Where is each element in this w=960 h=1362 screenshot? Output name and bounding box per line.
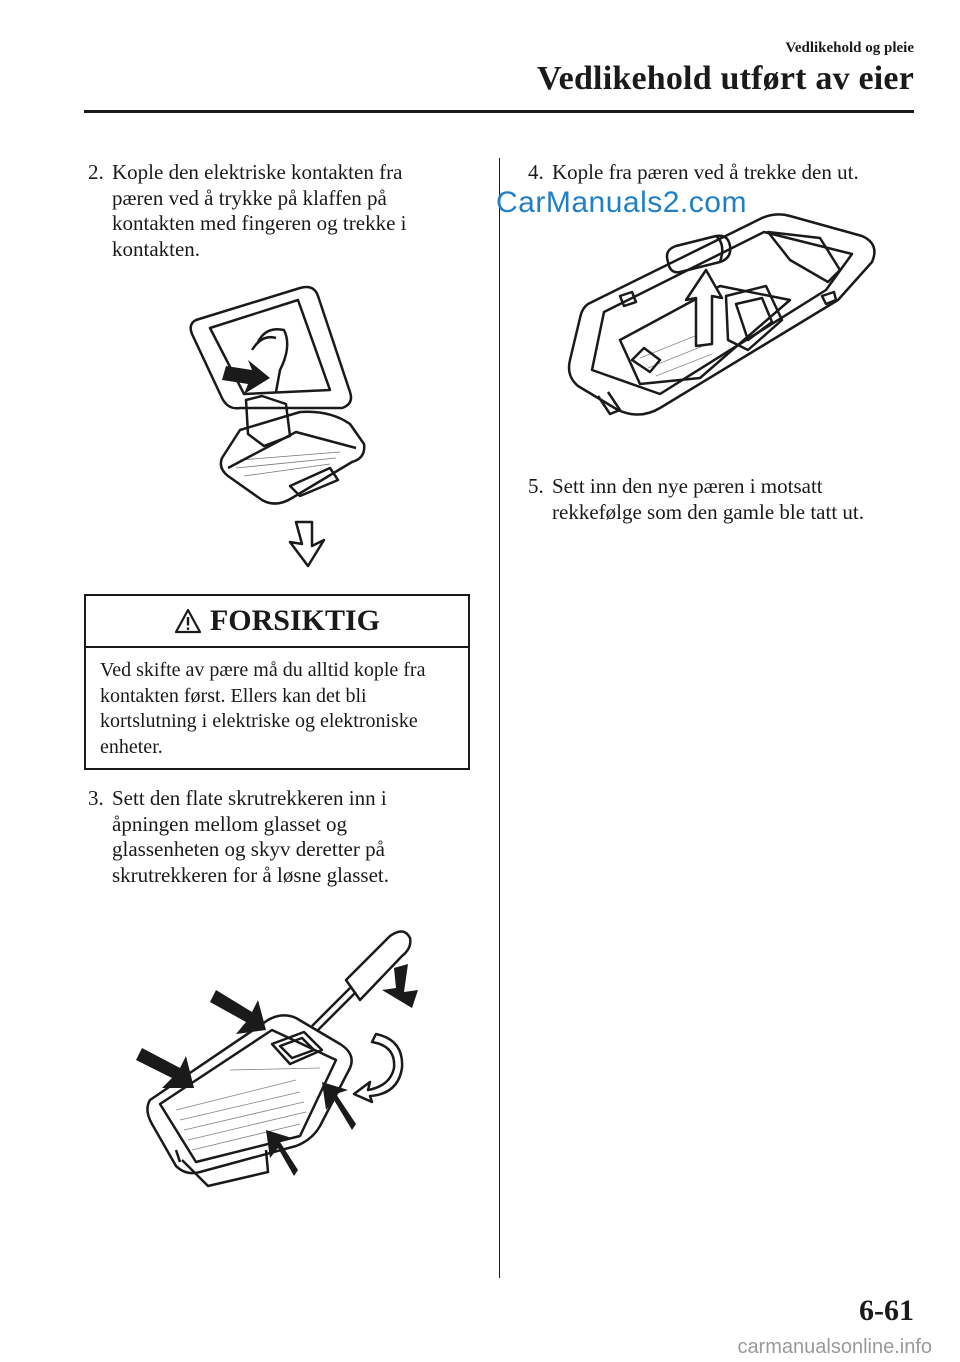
step-number: 5. <box>528 474 544 498</box>
step-text: Kople den elektriske kontakten fra pæren ved å trykke på klaffen på kontakten med fingeren og trekke i kontakten. <box>112 160 407 261</box>
caution-title: FORSIKTIG <box>209 604 381 637</box>
watermark-carmanualsonline: carmanualsonline.info <box>737 1336 932 1358</box>
warning-triangle-icon <box>174 608 202 634</box>
chapter-title: Vedlikehold utført av eier <box>537 60 914 97</box>
step-text: Kople fra pæren ved å trekke den ut. <box>552 160 859 184</box>
step-text: Sett inn den nye pæren i motsatt rekkefølge som den gamle ble tatt ut. <box>552 474 864 524</box>
step-number: 2. <box>88 160 104 184</box>
section-label: Vedlikehold og pleie <box>785 40 914 56</box>
step-2 <box>88 160 448 262</box>
caution-text: Ved skifte av pære må du alltid kople fra kontakten først. Ellers kan det bli kortslutning i elektriske og elektroniske enheter. <box>100 659 426 758</box>
step-4 <box>528 160 908 186</box>
step-3 <box>88 786 448 888</box>
page-number: 6-61 <box>859 1294 914 1327</box>
caution-box <box>84 594 470 770</box>
step-number: 3. <box>88 786 104 810</box>
caution-header <box>86 596 468 648</box>
watermark-carmanuals2: CarManuals2.com <box>496 186 747 219</box>
header-rule <box>84 110 914 113</box>
step-5 <box>528 474 908 525</box>
step-text: Sett den flate skrutrekkeren inn i åpningen mellom glasset og glassenheten og skyv deretter på skrutrekkeren for å løsne glasset. <box>112 786 389 887</box>
column-divider <box>499 158 500 1278</box>
step-number: 4. <box>528 160 544 184</box>
